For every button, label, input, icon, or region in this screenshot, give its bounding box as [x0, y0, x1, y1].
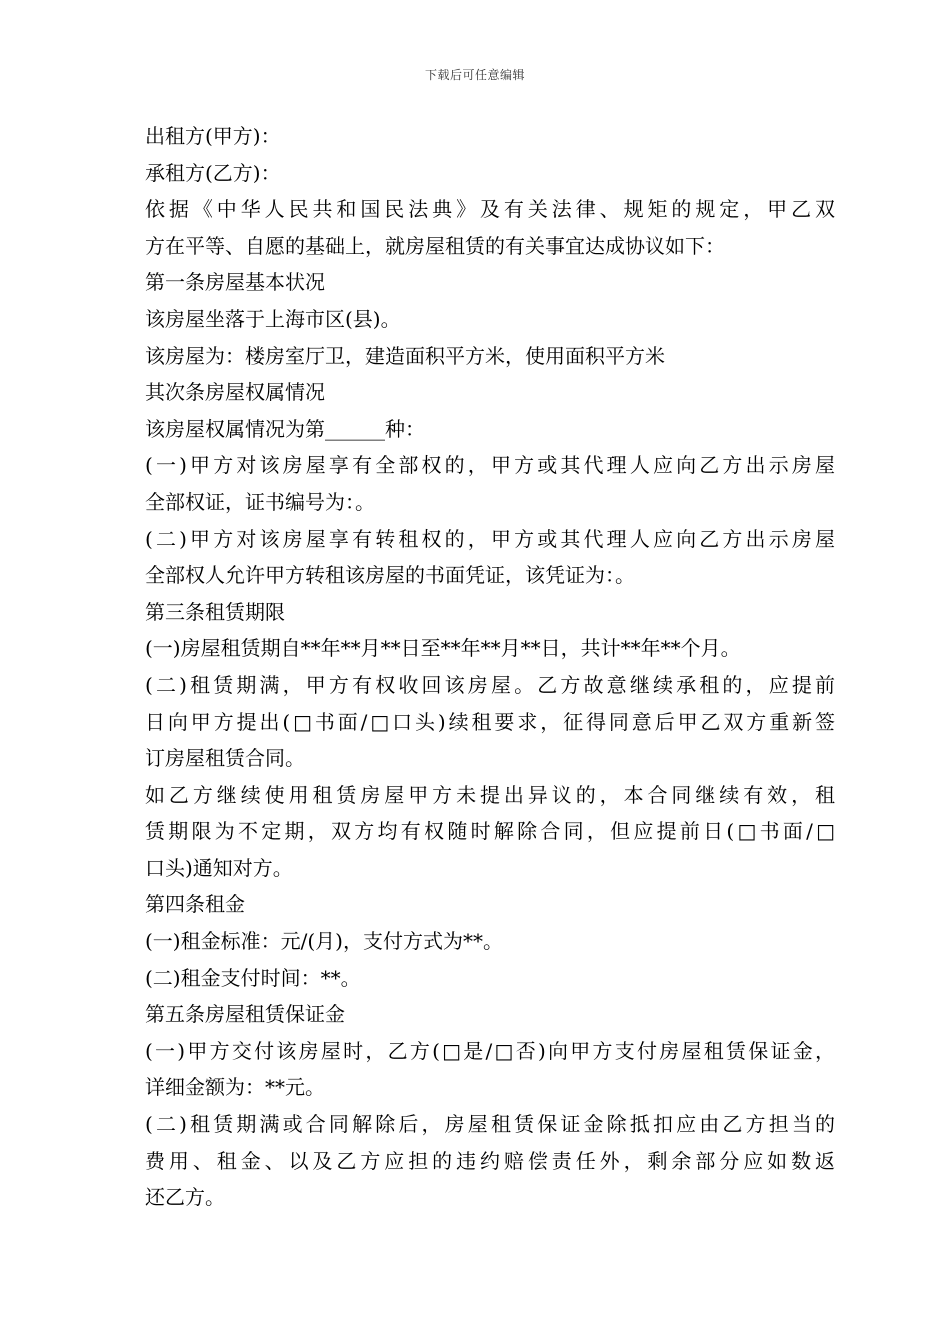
article-2-item-1-line-1: (一)甲方对该房屋享有全部权的，甲方或其代理人应向乙方出示房屋: [145, 453, 835, 478]
article-3-para-line-2: 赁期限为不定期，双方均有权随时解除合同，但应提前日(□书面/□: [145, 819, 835, 844]
article-5-item-2-line-3: 还乙方。: [145, 1185, 225, 1210]
article-3-item-2-line-1: (二)租赁期满，甲方有权收回该房屋。乙方故意继续承租的，应提前: [145, 672, 835, 697]
article-5-item-2-line-2: 费用、租金、以及乙方应担的违约赔偿责任外，剩余部分应如数返: [145, 1148, 835, 1173]
page-header: 下载后可任意编辑: [424, 68, 525, 82]
article-2-type: 该房屋权属情况为第______种：: [145, 416, 425, 441]
article-4-item-1: (一)租金标准：元/(月)，支付方式为**。: [145, 929, 503, 954]
article-5-item-1-line-1: (一)甲方交付该房屋时，乙方(□是/□否)向甲方支付房屋租赁保证金，: [145, 1038, 835, 1063]
preamble-line-1: 依据《中华人民共和国民法典》及有关法律、规矩的规定，甲乙双: [145, 197, 835, 222]
article-3-item-2-line-2: 日向甲方提出(□书面/□口头)续租要求，征得同意后甲乙双方重新签: [145, 709, 835, 734]
document-body: [145, 118, 835, 1216]
article-3-item-2-line-3: 订房屋租赁合同。: [145, 746, 305, 771]
article-4-item-2: (二)租金支付时间：**。: [145, 965, 361, 990]
article-3-item-1: (一)房屋租赁期自**年**月**日至**年**月**日，共计**年**个月。: [145, 636, 741, 661]
article-2-heading: 其次条房屋权属情况: [145, 380, 325, 405]
article-1-area: 该房屋为：楼房室厅卫，建造面积平方米，使用面积平方米: [145, 343, 665, 368]
article-1-location: 该房屋坐落于上海市区(县)。: [145, 306, 401, 331]
article-2-item-2-line-1: (二)甲方对该房屋享有转租权的，甲方或其代理人应向乙方出示房屋: [145, 526, 835, 551]
lessor-line: 出租方(甲方)：: [145, 124, 281, 148]
article-5-item-1-line-2: 详细金额为：**元。: [145, 1075, 325, 1100]
article-3-heading: 第三条租赁期限: [145, 599, 285, 624]
article-2-item-2-line-2: 全部权人允许甲方转租该房屋的书面凭证，该凭证为：。: [145, 563, 635, 588]
article-3-para-line-1: 如乙方继续使用租赁房屋甲方未提出异议的，本合同继续有效，租: [145, 782, 835, 807]
article-1-heading: 第一条房屋基本状况: [145, 270, 325, 295]
article-4-heading: 第四条租金: [145, 892, 245, 917]
article-5-heading: 第五条房屋租赁保证金: [145, 1002, 345, 1027]
article-3-para-line-3: 口头)通知对方。: [145, 855, 293, 880]
article-5-item-2-line-1: (二)租赁期满或合同解除后，房屋租赁保证金除抵扣应由乙方担当的: [145, 1112, 835, 1137]
article-2-item-1-line-2: 全部权证，证书编号为：。: [145, 489, 375, 514]
preamble-line-2: 方在平等、自愿的基础上，就房屋租赁的有关事宜达成协议如下：: [145, 233, 725, 258]
lessee-line: 承租方(乙方)：: [145, 160, 281, 185]
